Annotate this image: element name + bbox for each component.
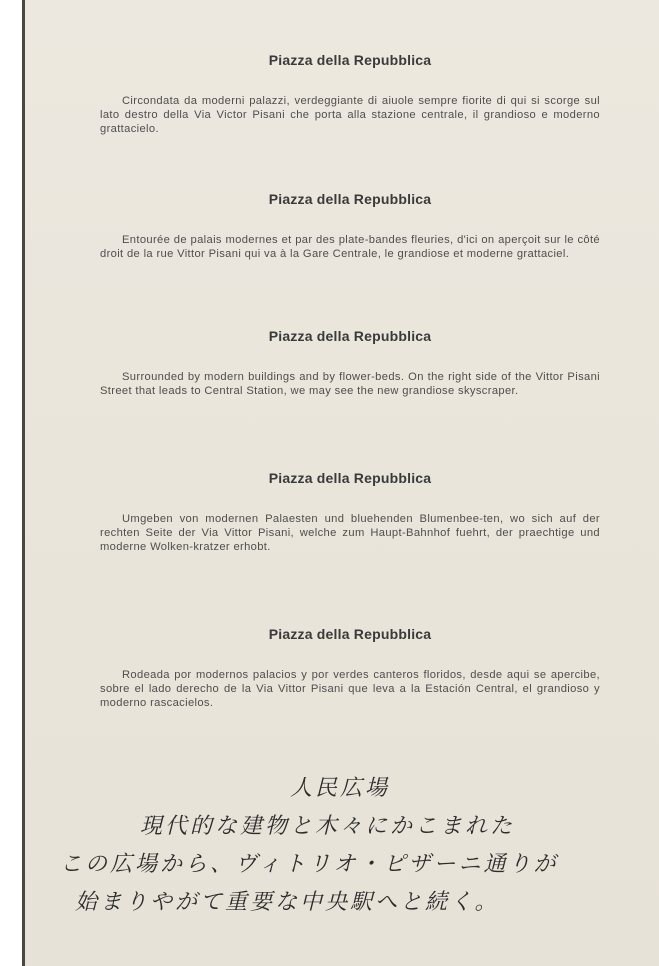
section-french: [100, 191, 600, 261]
section-title: Piazza della Repubblica: [268, 328, 432, 344]
section-german: [100, 470, 600, 554]
scan-margin: [0, 0, 22, 966]
section-body: Circondata da moderni palazzi, verdeggiante di aiuole sempre fiorite di qui si scorge sul lato destro della Via Victor Pisani che porta alla stazione centrale, il grandioso e moderno grattacielo.: [100, 95, 600, 135]
section-title: Piazza della Repubblica: [268, 191, 432, 207]
section-italian: [100, 52, 600, 136]
section-title: Piazza della Repubblica: [268, 52, 432, 68]
handwritten-line: 現代的な建物と木々にかこまれた: [140, 814, 516, 839]
section-body: Rodeada por modernos palacios y por verdes canteros floridos, desde aqui se apercibe, sobre el lado derecho de la Via Vittor Pisani que leva a la Estación Central, el grandioso y moderno rascacielos.: [100, 669, 600, 709]
handwritten-line: 始まりやがて重要な中央駅へと続く。: [75, 890, 500, 915]
section-body: Surrounded by modern buildings and by flower-beds. On the right side of the Vittor Pisani Street that leads to Central Station, we may see the new grandiose skyscraper.: [100, 371, 600, 397]
section-english: [100, 328, 600, 398]
section-title: Piazza della Repubblica: [268, 470, 432, 486]
handwritten-line: この広場から、ヴィトリオ・ピザーニ通りが: [60, 852, 559, 877]
section-spanish: [100, 626, 600, 710]
section-title: Piazza della Repubblica: [268, 626, 432, 642]
handwritten-note: [60, 770, 640, 922]
section-body: Umgeben von modernen Palaesten und bluehenden Blumenbee-ten, wo sich auf der rechten Seite der Via Vittor Pisani, welche zum Haupt-Bahnhof fuehrt, der praechtige und moderne Wolken-kratzer erhobt.: [100, 513, 600, 553]
handwritten-line: 人民広場: [290, 776, 391, 801]
section-body: Entourée de palais modernes et par des plate-bandes fleuries, d'ici on aperçoit sur le côté droit de la rue Vittor Pisani qui va à la Gare Centrale, le grandiose et moderne grattaciel.: [100, 234, 600, 260]
